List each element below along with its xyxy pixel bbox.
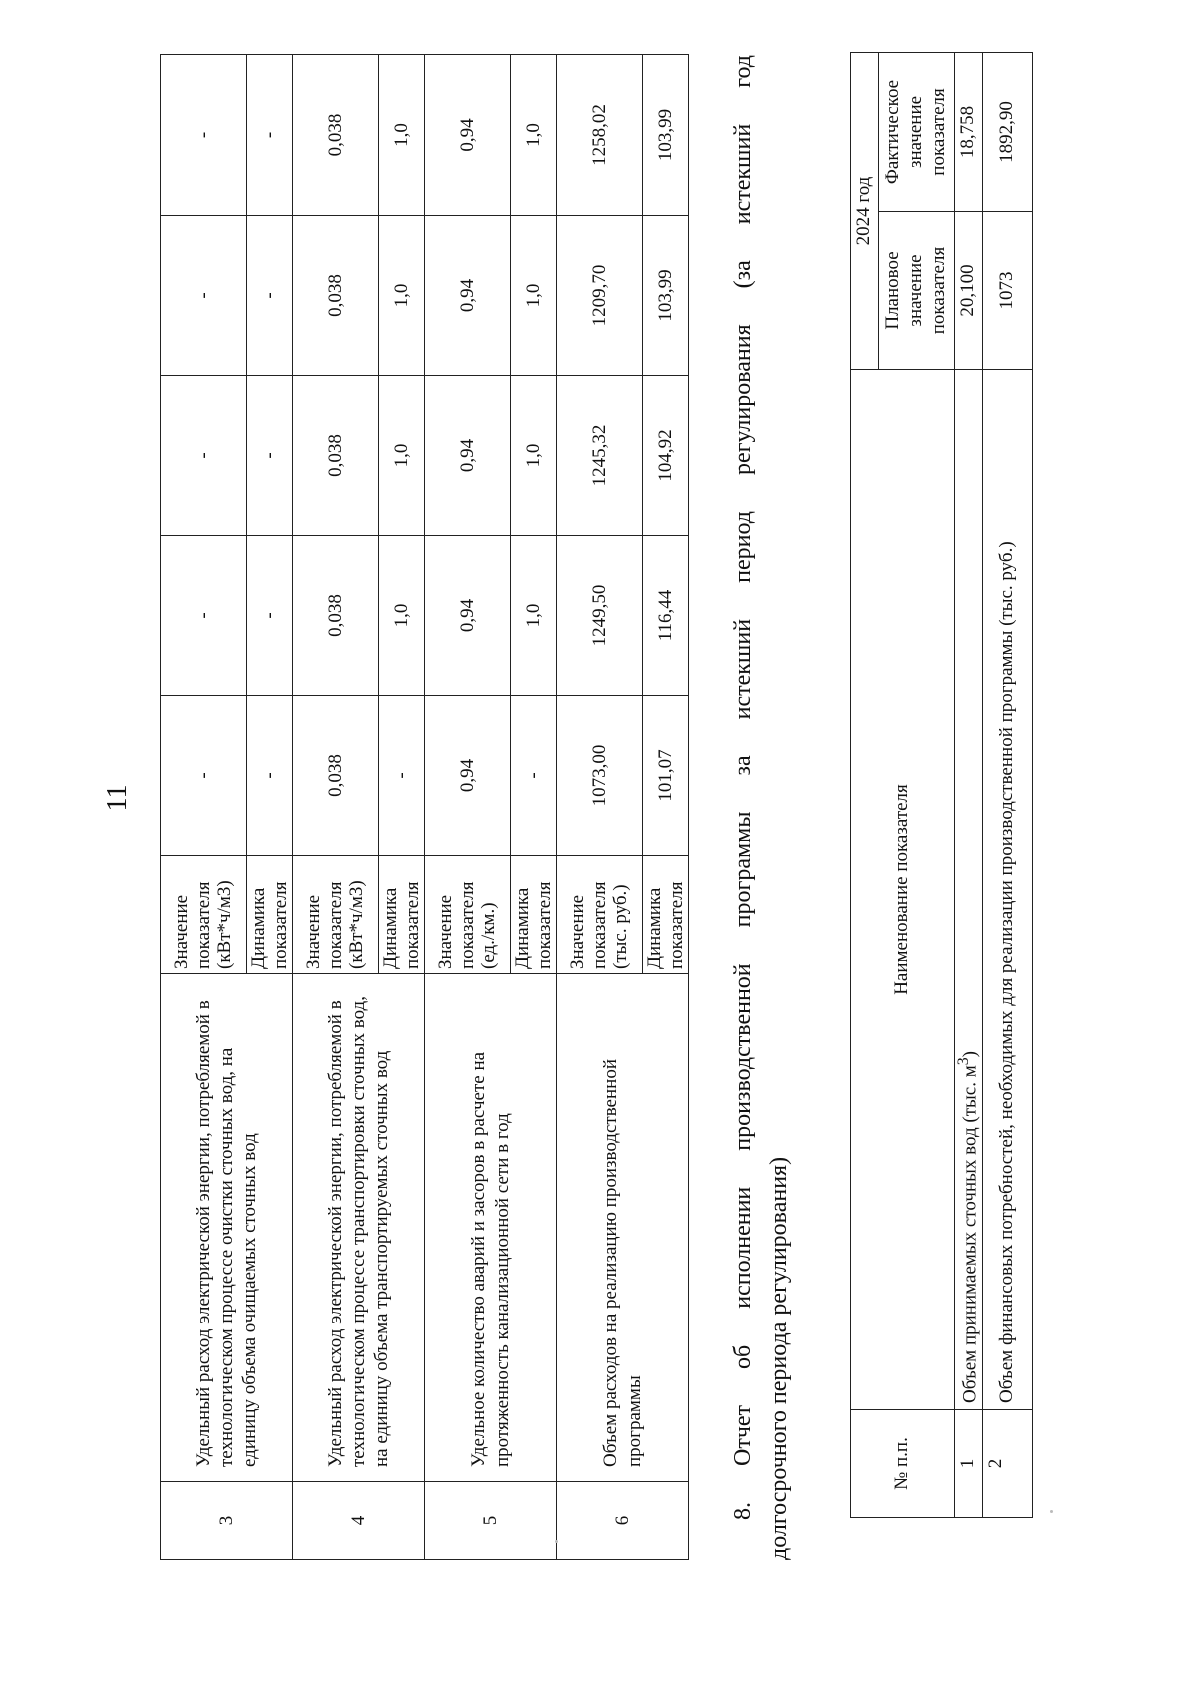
table-row [161,55,247,1560]
row-name: Удельный расход электрической энергии, потребляемой в технологическом процессе транспортировки сточных вод, на единицу объема транспортируемых сточных вод [293,974,425,1482]
rotated-content [160,0,1060,1560]
value-label [557,856,643,974]
value-label-line: Значение [170,894,192,969]
row-num: 5 [425,1482,557,1560]
value-cell: - [161,536,247,696]
table-row [955,52,983,1517]
value-cell: - [161,216,247,376]
table-row [425,55,511,1560]
col-header-plan-line: Плановое [882,251,904,330]
report-table [850,52,1033,1518]
dynamics-cell: 1,0 [379,536,425,696]
col-header-fact-line: значение [905,95,927,169]
dynamics-label [247,856,293,974]
heading-word: период [730,511,756,583]
row-name: Объем финансовых потребностей, необходимых для реализации производственной программы (тыс. руб.) [983,370,1033,1410]
row-num: 6 [557,1482,689,1560]
dynamics-label-line: показателя [665,881,687,969]
dynamics-cell: 1,0 [379,55,425,216]
col-header-name: Наименование показателя [851,370,955,1410]
col-header-plan [879,212,955,370]
row-fact: 18,758 [955,52,983,211]
heading-word: регулирования [730,324,756,476]
value-label-line: показателя [192,881,214,969]
value-cell: 1073,00 [557,696,643,856]
dynamics-cell: 103,99 [643,55,689,216]
value-label-line: (кВт*ч/м3) [214,880,236,969]
row-name-text: Объем принимаемых сточных вод (тыс. м [959,1065,981,1403]
col-header-fact-line: Фактическое [882,79,904,185]
dynamics-cell: 116,44 [643,536,689,696]
heading-word: год [730,55,756,88]
value-cell: 0,94 [425,55,511,216]
dynamics-cell: 103,99 [643,216,689,376]
row-name: Удельный расход электрической энергии, потребляемой в технологическом процессе очистки сточных вод, на единицу объема очищаемых сточных вод [161,974,293,1482]
row-name-sup: 3 [955,1057,972,1066]
dynamics-label-line: Динамика [511,887,533,969]
dynamics-label-line: Динамика [643,887,665,969]
value-label-line: Значение [434,894,456,969]
value-cell: - [161,55,247,216]
dynamics-cell: 1,0 [511,216,557,376]
dynamics-label-line: Динамика [247,887,269,969]
dynamics-cell: - [247,55,293,216]
heading-word: об [730,1344,756,1369]
col-header-fact-line: показателя [927,88,949,176]
col-header-plan-line: значение [905,254,927,327]
heading-word: исполнении [730,1186,756,1309]
value-cell: 1245,32 [557,376,643,536]
row-plan: 20,100 [955,212,983,370]
value-label-line: (кВт*ч/м3) [346,880,368,969]
section-8-heading-line2: долгосрочного периода регулирования) [766,1156,792,1560]
value-label-line: (тыс. руб.) [610,884,632,969]
value-label [293,856,379,974]
dynamics-cell: 101,07 [643,696,689,856]
value-cell: 0,038 [293,696,379,856]
row-plan: 1073 [983,212,1033,370]
row-name [955,370,983,1410]
heading-word: программы [730,811,756,928]
heading-word: за [730,755,756,776]
scan-speck [1050,1510,1053,1513]
value-label-line: (ед./км.) [478,902,500,969]
dynamics-cell: - [247,376,293,536]
table-row [293,55,379,1560]
table-row [983,52,1033,1517]
col-header-plan-line: показателя [927,246,949,335]
row-num: 3 [161,1482,293,1560]
dynamics-cell: 1,0 [511,536,557,696]
section-number: 8. [730,1502,756,1520]
col-header-year: 2024 год [851,52,879,369]
col-header-num: № п.п. [851,1410,955,1518]
dynamics-label [643,856,689,974]
dynamics-label [511,856,557,974]
value-cell: - [161,376,247,536]
scan-speck [555,1540,558,1543]
dynamics-cell: 1,0 [379,216,425,376]
row-num: 1 [955,1410,983,1518]
dynamics-cell: 1,0 [379,376,425,536]
dynamics-cell: - [247,696,293,856]
row-name: Удельное количество аварий и засоров в расчете на протяженность канализационной сети в год [425,974,557,1482]
dynamics-cell: - [511,696,557,856]
value-cell: 0,94 [425,536,511,696]
value-label-line: показателя [588,881,610,969]
value-cell: 0,038 [293,376,379,536]
heading-word: Отчет [730,1404,756,1466]
row-num: 4 [293,1482,425,1560]
dynamics-cell: 1,0 [511,55,557,216]
dynamics-label-line: показателя [533,881,555,969]
value-cell: 1258,02 [557,55,643,216]
dynamics-cell: - [379,696,425,856]
table-row [557,55,643,1560]
value-label-line: Значение [302,894,324,969]
value-cell: 1249,50 [557,536,643,696]
heading-word: производственной [730,963,756,1151]
dynamics-cell: - [247,216,293,376]
heading-word: (за [730,260,756,289]
value-label [161,856,247,974]
dynamics-cell: 1,0 [511,376,557,536]
dynamics-label-line: Динамика [379,887,401,969]
value-cell: 0,94 [425,216,511,376]
value-label-line: показателя [456,881,478,969]
value-cell: 1209,70 [557,216,643,376]
value-cell: 0,038 [293,55,379,216]
col-header-fact [879,52,955,211]
page-number: 11 [102,784,133,812]
value-cell: 0,94 [425,376,511,536]
dynamics-label-line: показателя [401,881,423,969]
value-cell: 0,038 [293,216,379,376]
dynamics-cell: 104,92 [643,376,689,536]
dynamics-cell: - [247,536,293,696]
heading-word: истекший [730,618,756,720]
section-8-heading-line1 [725,55,761,1560]
dynamics-label [379,856,425,974]
value-label [425,856,511,974]
value-cell: - [161,696,247,856]
row-num: 2 [983,1410,1033,1518]
value-cell: 0,038 [293,536,379,696]
row-fact: 1892,90 [983,52,1033,211]
indicators-table [160,54,689,1560]
dynamics-label-line: показателя [269,881,291,969]
section-8-heading [725,55,797,1560]
row-name: Объем расходов на реализацию производственной программы [557,974,689,1482]
value-cell: 0,94 [425,696,511,856]
value-label-line: показателя [324,881,346,969]
heading-word: истекший [730,123,756,225]
value-label-line: Значение [566,894,588,969]
row-name-end: ) [959,1051,981,1058]
